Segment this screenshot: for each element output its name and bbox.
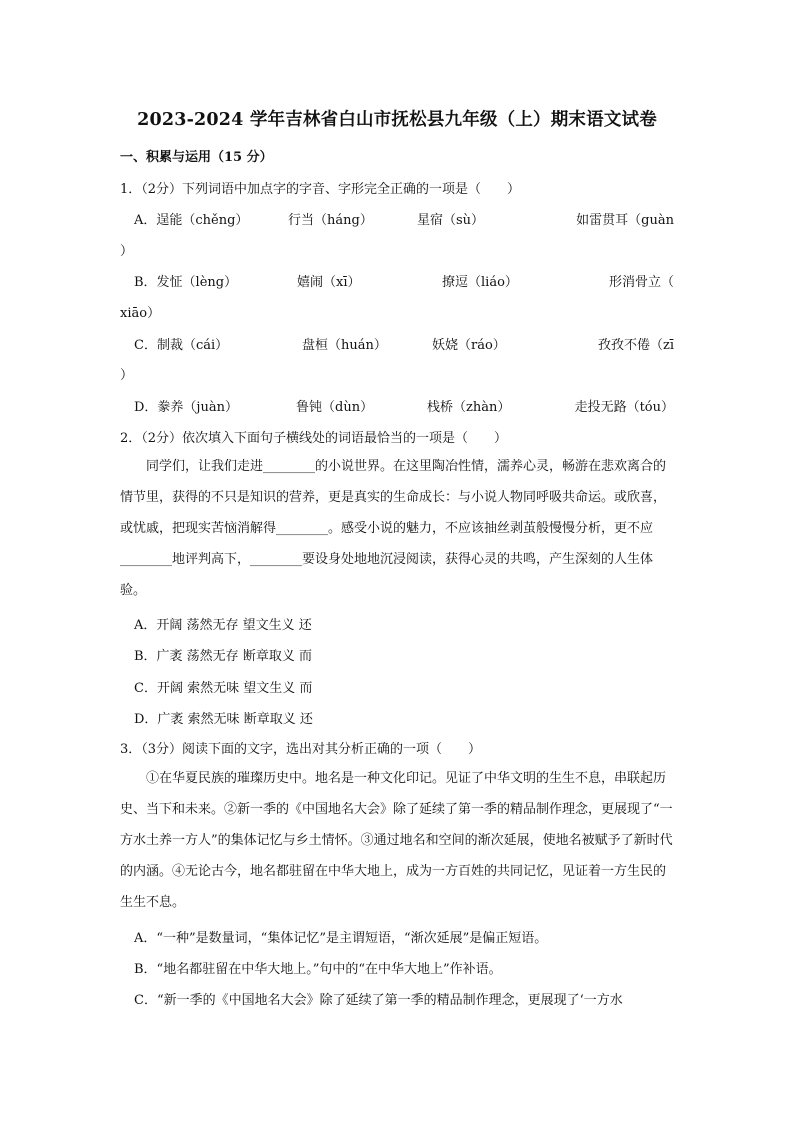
question-1-stem: 1．（2分）下列词语中加点字的字音、字形完全正确的一项是（ ）	[120, 182, 521, 197]
option-word: 栈桥（zhàn）	[427, 400, 511, 415]
question-3-choice-a: A．“一种”是数量词，“集体记忆”是主谓短语，“渐次延展”是偏正短语。	[134, 931, 548, 946]
question-1-option-a	[134, 209, 674, 229]
option-word: 盘桓（huán）	[302, 338, 387, 353]
question-2-choice-a: A．开阔 荡然无存 望文生义 还	[134, 618, 312, 633]
question-1-option-b	[134, 271, 674, 291]
option-word: 如雷贯耳（guàn	[576, 213, 674, 228]
option-wrap: ）	[120, 244, 134, 259]
option-word: B．发怔（lèng）	[134, 275, 238, 290]
option-word: C．制裁（cái）	[134, 338, 229, 353]
question-2-passage: 同学们，让我们走进________的小说世界。在这里陶冶性情，濡养心灵，畅游在悲欢离合的情节里，获得的不只是知识的营养，更是真实的生命成长：与小说人物同呼吸共命运。或欣喜，或忧戚，把现实苦恼消解得________。感受小说的魅力，不应该抽丝剥茧般慢慢分析，更不应________地评判高下，________要设身处地地沉浸阅读，获得心灵的共鸣，产生深刻的人生体验。	[120, 459, 667, 598]
option-word: 嬉闹（xī）	[297, 275, 361, 290]
question-2-choice-d: D．广袤 索然无味 断章取义 还	[134, 712, 313, 727]
option-word: A．逞能（chěng）	[134, 213, 249, 228]
option-word: 妖娆（ráo）	[432, 338, 506, 353]
question-3-choice-c: C．“新一季的《中国地名大会》除了延续了第一季的精品制作理念，更展现了‘一方水	[134, 993, 623, 1008]
option-wrap: xiāo）	[120, 306, 161, 321]
exam-title: 2023-2024 学年吉林省白山市抚松县九年级（上）期末语文试卷	[137, 110, 657, 130]
option-word: 孜孜不倦（zī	[597, 338, 674, 353]
option-word: 鲁钝（dùn）	[296, 400, 374, 415]
option-word: 形消骨立（	[608, 275, 674, 290]
question-3-choice-b: B．“地名都驻留在中华大地上。”句中的“在中华大地上”作补语。	[134, 962, 502, 977]
question-3-stem: 3．（3分）阅读下面的文字，选出对其分析正确的一项（ ）	[120, 742, 482, 757]
question-1-option-d	[134, 396, 674, 416]
section-heading: 一、积累与运用（15 分）	[120, 150, 273, 165]
question-2-choice-b: B．广袤 荡然无存 断章取义 而	[134, 649, 312, 664]
question-2-stem: 2．（2分）依次填入下面句子横线处的词语最恰当的一项是（ ）	[120, 431, 508, 446]
option-word: 行当（háng）	[288, 213, 373, 228]
question-2-choice-c: C．开阔 索然无味 望文生义 而	[134, 681, 313, 696]
question-1-option-c	[134, 334, 674, 354]
option-word: 撩逗（liáo）	[442, 275, 518, 290]
option-word: 走投无路（tóu）	[574, 400, 674, 415]
option-word: 星宿（sù）	[417, 213, 485, 228]
question-3-passage: ①在华夏民族的璀璨历史中。地名是一种文化印记。见证了中华文明的生生不息，串联起历史、当下和未来。②新一季的《中国地名大会》除了延续了第一季的精品制作理念，更展现了“一方水土养一方人”的集体记忆与乡土情怀。③通过地名和空间的渐次延展，使地名被赋予了新时代的内涵。④无论古今，地名都驻留在中华大地上，成为一方百姓的共同记忆，见证着一方生民的生生不息。	[120, 771, 673, 910]
option-wrap: ）	[120, 368, 134, 383]
option-word: D．豢养（juàn）	[134, 400, 238, 415]
